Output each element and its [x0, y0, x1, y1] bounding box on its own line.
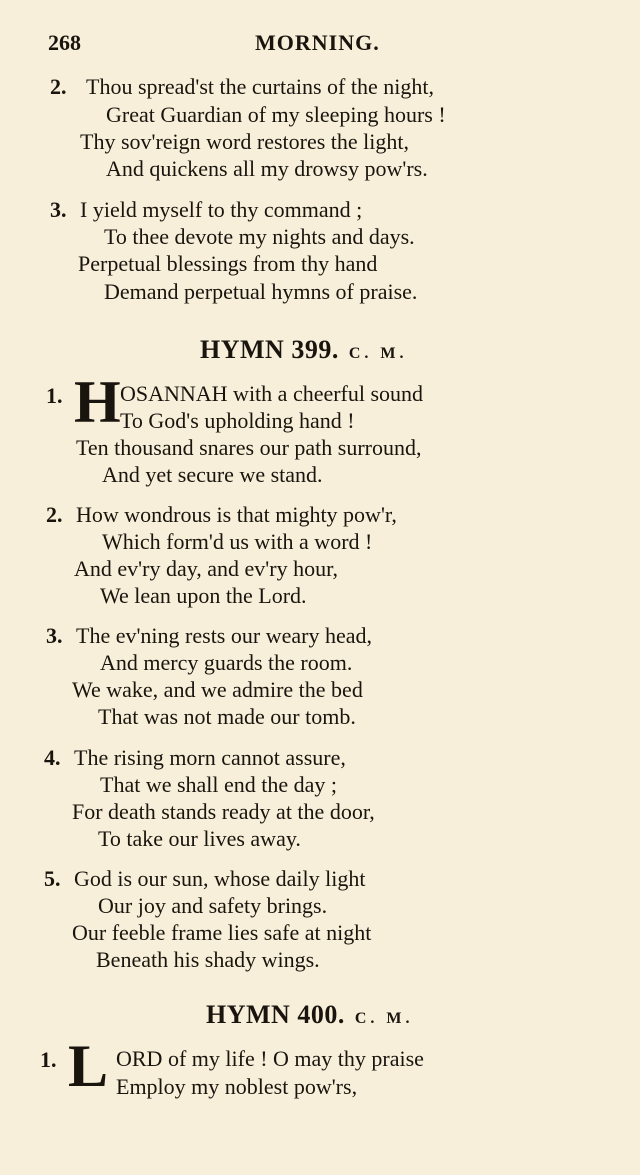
verse-line: To take our lives away. — [98, 826, 301, 851]
verse-number: 5. — [44, 866, 61, 891]
verse-number: 1. — [40, 1047, 57, 1072]
verse-line: The rising morn cannot assure, — [74, 745, 346, 770]
verse-number: 3. — [50, 197, 67, 222]
verse-line: That we shall end the day ; — [100, 772, 338, 797]
verse-line: We wake, and we admire the bed — [72, 677, 363, 702]
running-head: MORNING. — [255, 30, 380, 55]
verse-line: The ev'ning rests our weary head, — [76, 623, 372, 648]
verse-line: How wondrous is that mighty pow'r, — [76, 502, 397, 527]
verse-number: 3. — [46, 623, 63, 648]
hymn-399-title: HYMN 399. — [200, 335, 339, 364]
drop-cap: H — [74, 369, 121, 435]
verse-line: Beneath his shady wings. — [96, 947, 320, 972]
verse-number: 4. — [44, 745, 61, 770]
verse-line: Our joy and safety brings. — [98, 893, 328, 918]
verse-line: Demand perpetual hymns of praise. — [104, 279, 418, 304]
verse-line: Great Guardian of my sleeping hours ! — [106, 102, 446, 127]
verse-line: To thee devote my nights and days. — [104, 224, 415, 249]
verse-line: God is our sun, whose daily light — [74, 866, 366, 891]
verse-line: ORD of my life ! O may thy praise — [116, 1046, 424, 1071]
verse-line: Thou spread'st the curtains of the night, — [86, 74, 434, 99]
verse-line: Thy sov'reign word restores the light, — [80, 129, 410, 154]
verse-line: And yet secure we stand. — [102, 462, 323, 487]
verse-line: For death stands ready at the door, — [72, 799, 375, 824]
verse-number: 2. — [46, 502, 63, 527]
verse-line: And mercy guards the room. — [100, 650, 353, 675]
verse-line: I yield myself to thy command ; — [80, 197, 363, 222]
verse-line: OSANNAH with a cheerful sound — [120, 381, 424, 406]
verse-line: That was not made our tomb. — [98, 704, 356, 729]
verse-line: Employ my noblest pow'rs, — [116, 1074, 358, 1099]
verse-line: And ev'ry day, and ev'ry hour, — [74, 556, 339, 581]
page-number: 268 — [48, 30, 81, 55]
verse-line: Our feeble frame lies safe at night — [72, 920, 372, 945]
verse-line: Which form'd us with a word ! — [102, 529, 373, 554]
verse-line: Perpetual blessings from thy hand — [78, 251, 378, 276]
verse-line: We lean upon the Lord. — [100, 583, 307, 608]
hymn-400-title: HYMN 400. — [206, 1000, 345, 1029]
verse-line: To God's upholding hand ! — [120, 408, 355, 433]
hymn-400-heading — [206, 1000, 413, 1030]
drop-cap: L — [68, 1033, 109, 1099]
hymn-400-meter: C. M. — [354, 1010, 414, 1027]
verse-line: Ten thousand snares our path surround, — [76, 435, 422, 460]
hymn-399-meter: C. M. — [348, 345, 408, 362]
verse-line: And quickens all my drowsy pow'rs. — [106, 156, 428, 181]
verse-number: 2. — [50, 74, 67, 99]
verse-number: 1. — [46, 383, 63, 408]
hymn-399-heading — [200, 335, 407, 365]
